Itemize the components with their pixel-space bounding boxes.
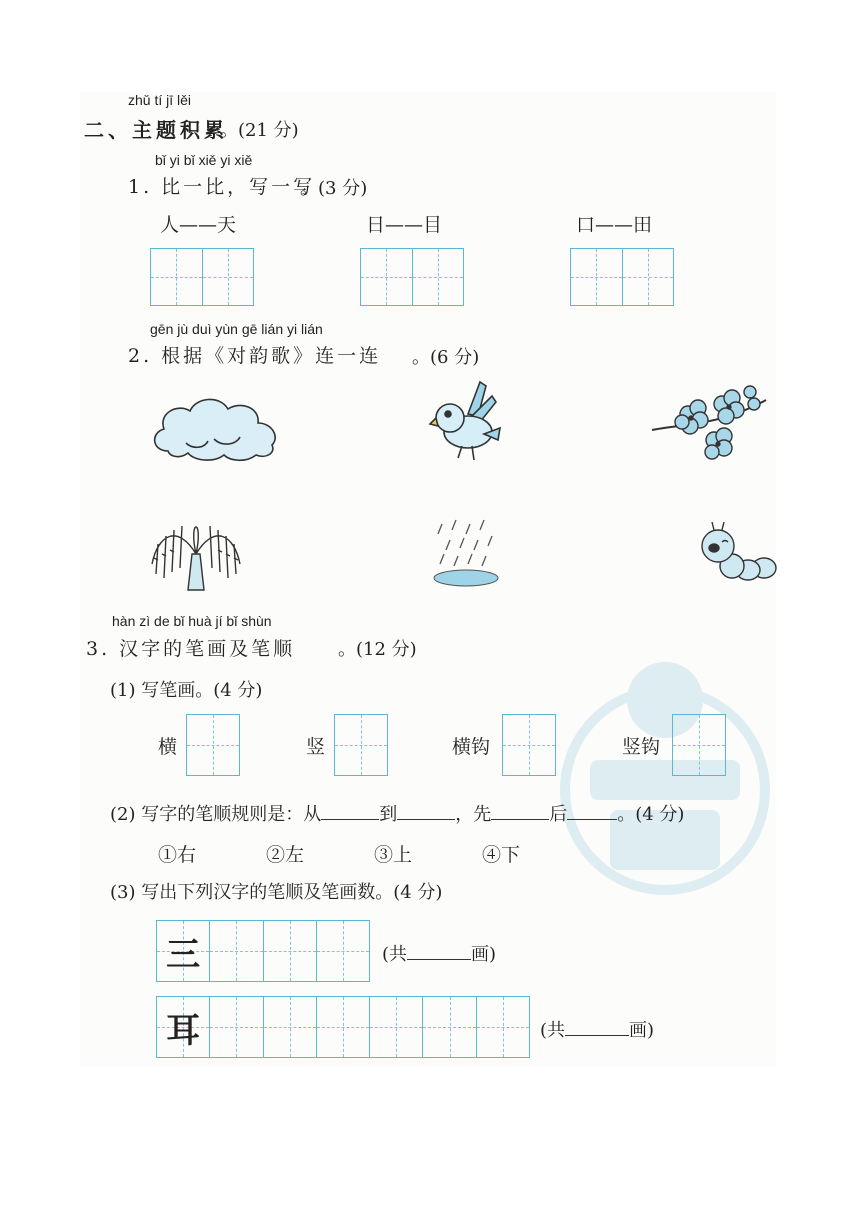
stroke-label-heng: 横 — [158, 736, 178, 758]
q2-pinyin: gēn jù duì yùn gē lián yi lián — [150, 321, 323, 337]
q1-title: 1. 比一比，写一写 — [128, 176, 316, 198]
writing-grid-1[interactable] — [150, 248, 254, 306]
option-down: ④下 — [482, 844, 521, 866]
model-char-cell — [157, 921, 210, 981]
model-char-san: 三 — [166, 934, 201, 975]
caterpillar-icon[interactable] — [700, 518, 778, 582]
stroke-label-shugou: 竖钩 — [622, 736, 661, 758]
stroke-count-blank-san[interactable] — [407, 941, 471, 960]
char-pair-1: 人——天 — [160, 214, 237, 236]
stroke-label-shu: 竖 — [306, 736, 326, 758]
q3-pinyin: hàn zì de bǐ huà jí bǐ shùn — [112, 613, 272, 629]
q3-title: 3. 汉字的笔画及笔顺 — [86, 638, 296, 660]
answer-blank-from[interactable] — [321, 801, 379, 820]
stroke-count-san: (共 画) — [382, 940, 496, 966]
cloud-icon[interactable] — [148, 393, 283, 465]
q2-score: 。(6 分) — [412, 347, 480, 368]
willow-icon[interactable] — [148, 514, 244, 592]
q1-pinyin: bǐ yi bǐ xiě yi xiě — [155, 152, 253, 168]
q1-score: 。(3 分) — [300, 178, 368, 199]
model-char-cell — [157, 997, 210, 1057]
q3-score: 。(12 分) — [338, 639, 417, 660]
q3-part3-label: (3) 写出下列汉字的笔顺及笔画数。(4 分) — [110, 882, 443, 903]
char-pair-2: 日——目 — [366, 214, 443, 236]
stroke-count-blank-er[interactable] — [565, 1017, 629, 1036]
option-left: ②左 — [266, 844, 305, 866]
stroke-count-er: (共 画) — [540, 1016, 654, 1042]
option-right: ①右 — [158, 844, 197, 866]
writing-grid-2[interactable] — [360, 248, 464, 306]
q3-part2-rule: (2) 写字的笔顺规则是：从 到 ，先 后 。(4 分) — [110, 800, 684, 826]
section-title: 二、主题积累 — [84, 118, 228, 142]
stroke-label-henggou: 横钩 — [452, 736, 491, 758]
stroke-order-grid-san[interactable] — [156, 920, 370, 982]
q2-title: 2. 根据《对韵歌》连一连 — [128, 345, 382, 367]
answer-blank-first[interactable] — [491, 801, 549, 820]
char-pair-3: 口——田 — [576, 214, 653, 236]
answer-blank-to[interactable] — [397, 801, 455, 820]
q3-part1-label: (1) 写笔画。(4 分) — [110, 680, 263, 701]
writing-grid-3[interactable] — [570, 248, 674, 306]
answer-blank-after[interactable] — [567, 801, 617, 820]
stroke-box-shu[interactable] — [334, 714, 388, 776]
rain-icon[interactable] — [430, 518, 502, 588]
stroke-order-grid-er[interactable] — [156, 996, 530, 1058]
option-up: ③上 — [374, 844, 413, 866]
section-score: 。(21 分) — [220, 120, 299, 141]
bird-icon[interactable] — [428, 378, 504, 464]
section-pinyin: zhǔ tí jī lěi — [128, 92, 192, 108]
watermark-logo — [560, 640, 770, 900]
stroke-box-henggou[interactable] — [502, 714, 556, 776]
stroke-box-heng[interactable] — [186, 714, 240, 776]
model-char-er: 耳 — [166, 1010, 201, 1051]
flower-icon[interactable] — [650, 380, 768, 462]
stroke-box-shugou[interactable] — [672, 714, 726, 776]
